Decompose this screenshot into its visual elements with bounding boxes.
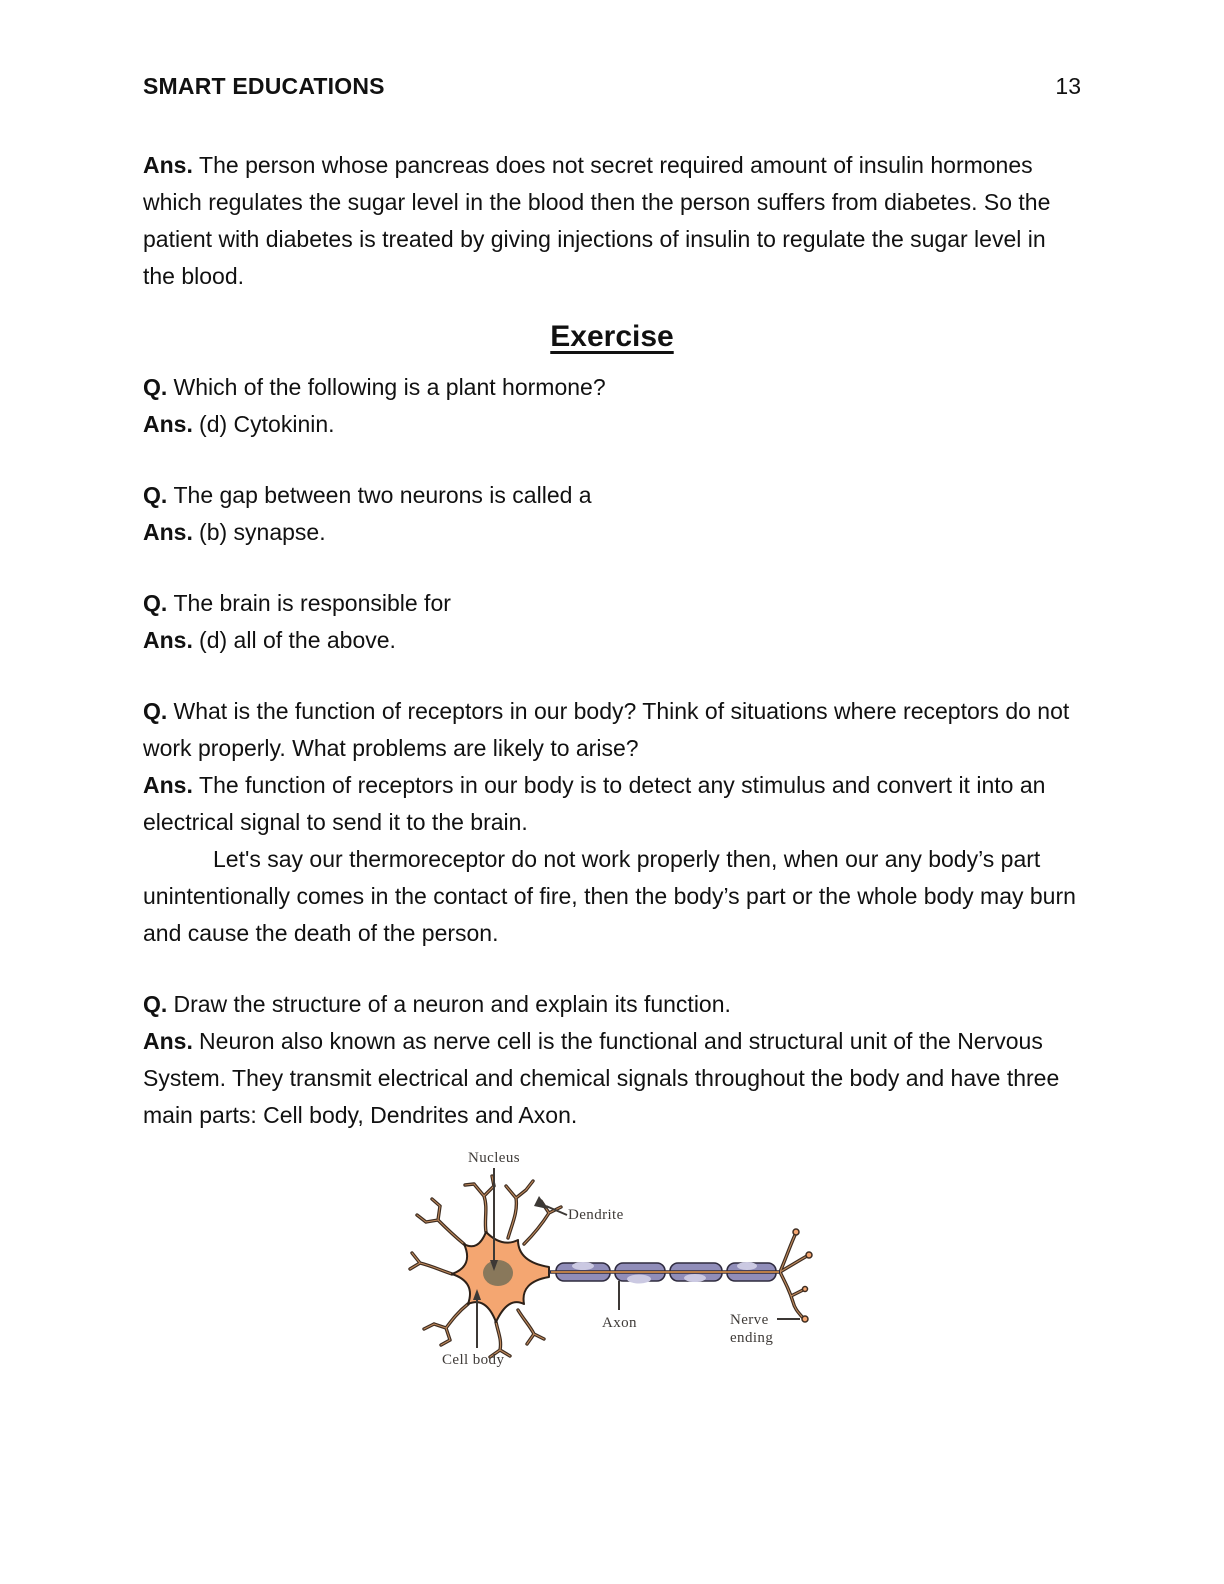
page-number: 13 [1055,73,1081,99]
qa-item-2 [143,477,1081,551]
neuron-figure [143,1140,1081,1372]
question-text: The brain is responsible for [173,590,451,616]
neuron-diagram [394,1140,830,1372]
answer-text: (d) Cytokinin. [199,411,335,437]
nerve-ending-label-line1: Nerve [730,1312,769,1328]
ans-label: Ans. [143,1028,193,1054]
intro-answer [143,147,1081,295]
ans-label: Ans. [143,772,193,798]
ans-label: Ans. [143,519,193,545]
q-label: Q. [143,482,168,508]
intro-answer-text: The person whose pancreas does not secret required amount of insulin hormones which regulates the sugar level in the blood then the person suffers from diabetes. So the patient with diabetes is treated by giving injections of insulin to regulate the sugar level in the blood. [143,152,1051,289]
q-label: Q. [143,374,168,400]
dendrite-pointer-head [534,1196,548,1209]
question-text: Draw the structure of a neuron and explain its function. [173,991,731,1017]
q-label: Q. [143,698,168,724]
answer-text: Neuron also known as nerve cell is the functional and structural unit of the Nervous System. They transmit electrical and chemical signals throughout the body and have three main parts: Cell body, Dendrites and Axon. [143,1028,1060,1128]
qa-item-1 [143,369,1081,443]
qa-list [143,369,1081,1134]
axon-label: Axon [602,1315,637,1331]
ans-label: Ans. [143,627,193,653]
page-header [143,72,1081,100]
question-text: Which of the following is a plant hormone? [173,374,606,400]
answer-extra-paragraph: Let's say our thermoreceptor do not work properly then, when our any body’s part unintentionally comes in the contact of fire, then the body’s part or the whole body may burn and cause the death of the person. [143,846,1076,946]
ans-label: Ans. [143,411,193,437]
question-line [143,369,1081,406]
question-text: What is the function of receptors in our body? Think of situations where receptors do not work properly. What problems are likely to arise? [143,698,1070,761]
answer-line [143,767,1081,841]
question-line [143,585,1081,622]
q-label: Q. [143,991,168,1017]
cell-body-label: Cell body [442,1352,505,1368]
nerve-ending-label-line2: ending [730,1330,774,1346]
answer-text: (b) synapse. [199,519,326,545]
qa-item-3 [143,585,1081,659]
answer-text: The function of receptors in our body is to detect any stimulus and convert it into an electrical signal to send it to the brain. [143,772,1046,835]
exercise-heading: Exercise [550,320,674,353]
answer-line [143,406,1081,443]
q-label: Q. [143,590,168,616]
ans-label: Ans. [143,152,193,178]
answer-line [143,514,1081,551]
answer-line [143,622,1081,659]
question-line [143,693,1081,767]
brand-text: SMART EDUCATIONS [143,73,385,99]
question-text: The gap between two neurons is called a [173,482,592,508]
question-line [143,986,1081,1023]
nucleus-label: Nucleus [468,1150,520,1166]
answer-text: (d) all of the above. [199,627,396,653]
dendrite-label: Dendrite [568,1207,624,1223]
nucleus-shape [483,1260,513,1286]
answer-line [143,1023,1081,1134]
qa-item-5 [143,986,1081,1134]
qa-item-4 [143,693,1081,952]
question-line [143,477,1081,514]
